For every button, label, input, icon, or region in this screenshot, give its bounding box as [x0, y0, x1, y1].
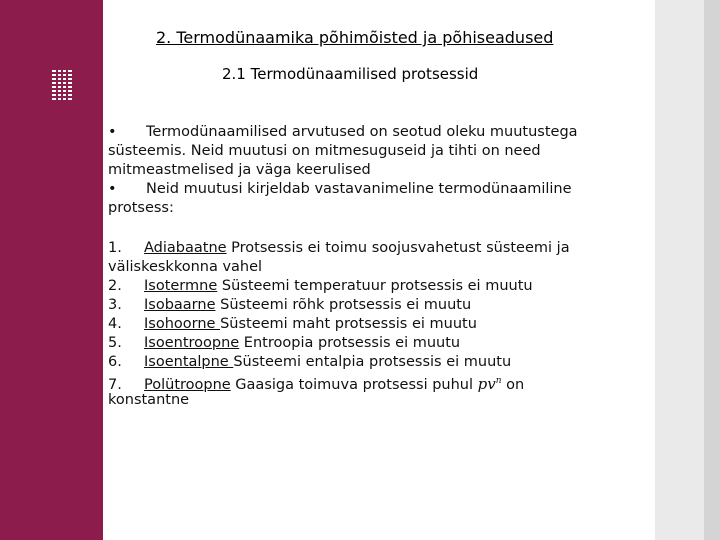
left-accent-bar	[0, 0, 103, 540]
bullet-icon: •	[108, 181, 117, 197]
process-list	[108, 239, 653, 410]
bullet-text-continuation: protsess:	[108, 200, 174, 216]
process-description: Süsteemi temperatuur protsessis ei muutu	[217, 278, 533, 294]
polytropic-formula	[478, 375, 502, 393]
bullet-item	[108, 123, 653, 142]
process-number: 1.	[108, 240, 122, 256]
process-item	[108, 353, 653, 372]
process-term: Adiabaatne	[144, 240, 227, 256]
formula-exponent: n	[495, 376, 502, 386]
process-number: 2.	[108, 278, 122, 294]
process-continuation: väliskeskkonna vahel	[108, 259, 263, 275]
bullet-icon: •	[108, 124, 117, 140]
bullet-text: Termodünaamilised arvutused on seotud oleku muutustega	[146, 124, 578, 140]
process-description: Süsteemi entalpia protsessis ei muutu	[233, 354, 512, 370]
process-term: Isobaarne	[144, 297, 216, 313]
slide-subtitle: 2.1 Termodünaamilised protsessid	[222, 65, 479, 83]
process-item	[108, 372, 653, 391]
bullet-text: Neid muutusi kirjeldab vastavanimeline termodünaamiline	[146, 181, 572, 197]
process-description: Gaasiga toimuva protsessi puhul	[230, 377, 478, 393]
bullet-text-continuation: mitmeastmelised ja väga keerulised	[108, 162, 371, 178]
process-description: Süsteemi rõhk protsessis ei muutu	[215, 297, 472, 313]
bullet-list	[108, 123, 653, 218]
process-item	[108, 296, 653, 315]
process-number: 6.	[108, 354, 122, 370]
process-continuation: konstantne	[108, 392, 190, 408]
formula-base: pv	[477, 375, 496, 393]
process-number: 3.	[108, 297, 122, 313]
right-edge-strip	[704, 0, 720, 540]
bullet-text-continuation: süsteemis. Neid muutusi on mitmesuguseid ja tihti on need	[108, 143, 541, 159]
process-description: Entroopia protsessis ei muutu	[239, 335, 461, 351]
process-description: Süsteemi maht protsessis ei muutu	[220, 316, 477, 332]
process-item	[108, 334, 653, 353]
slide-content	[103, 0, 655, 540]
process-number: 4.	[108, 316, 122, 332]
process-term: Isoentalpne	[144, 354, 234, 370]
university-logo-icon	[52, 70, 72, 100]
process-number: 7.	[108, 377, 122, 393]
process-description: Protsessis ei toimu soojusvahetust süsteemi ja	[226, 240, 570, 256]
slide-title: 2. Termodünaamika põhimõisted ja põhiseadused	[156, 28, 554, 47]
process-term: Polütroopne	[144, 377, 231, 393]
process-number: 5.	[108, 335, 122, 351]
process-term: Isohoorne	[144, 316, 221, 332]
process-item	[108, 239, 653, 258]
process-term: Isotermne	[144, 278, 218, 294]
process-term: Isoentroopne	[144, 335, 240, 351]
bullet-item	[108, 180, 653, 199]
process-description-end: on	[501, 377, 525, 393]
process-item	[108, 315, 653, 334]
process-item	[108, 277, 653, 296]
